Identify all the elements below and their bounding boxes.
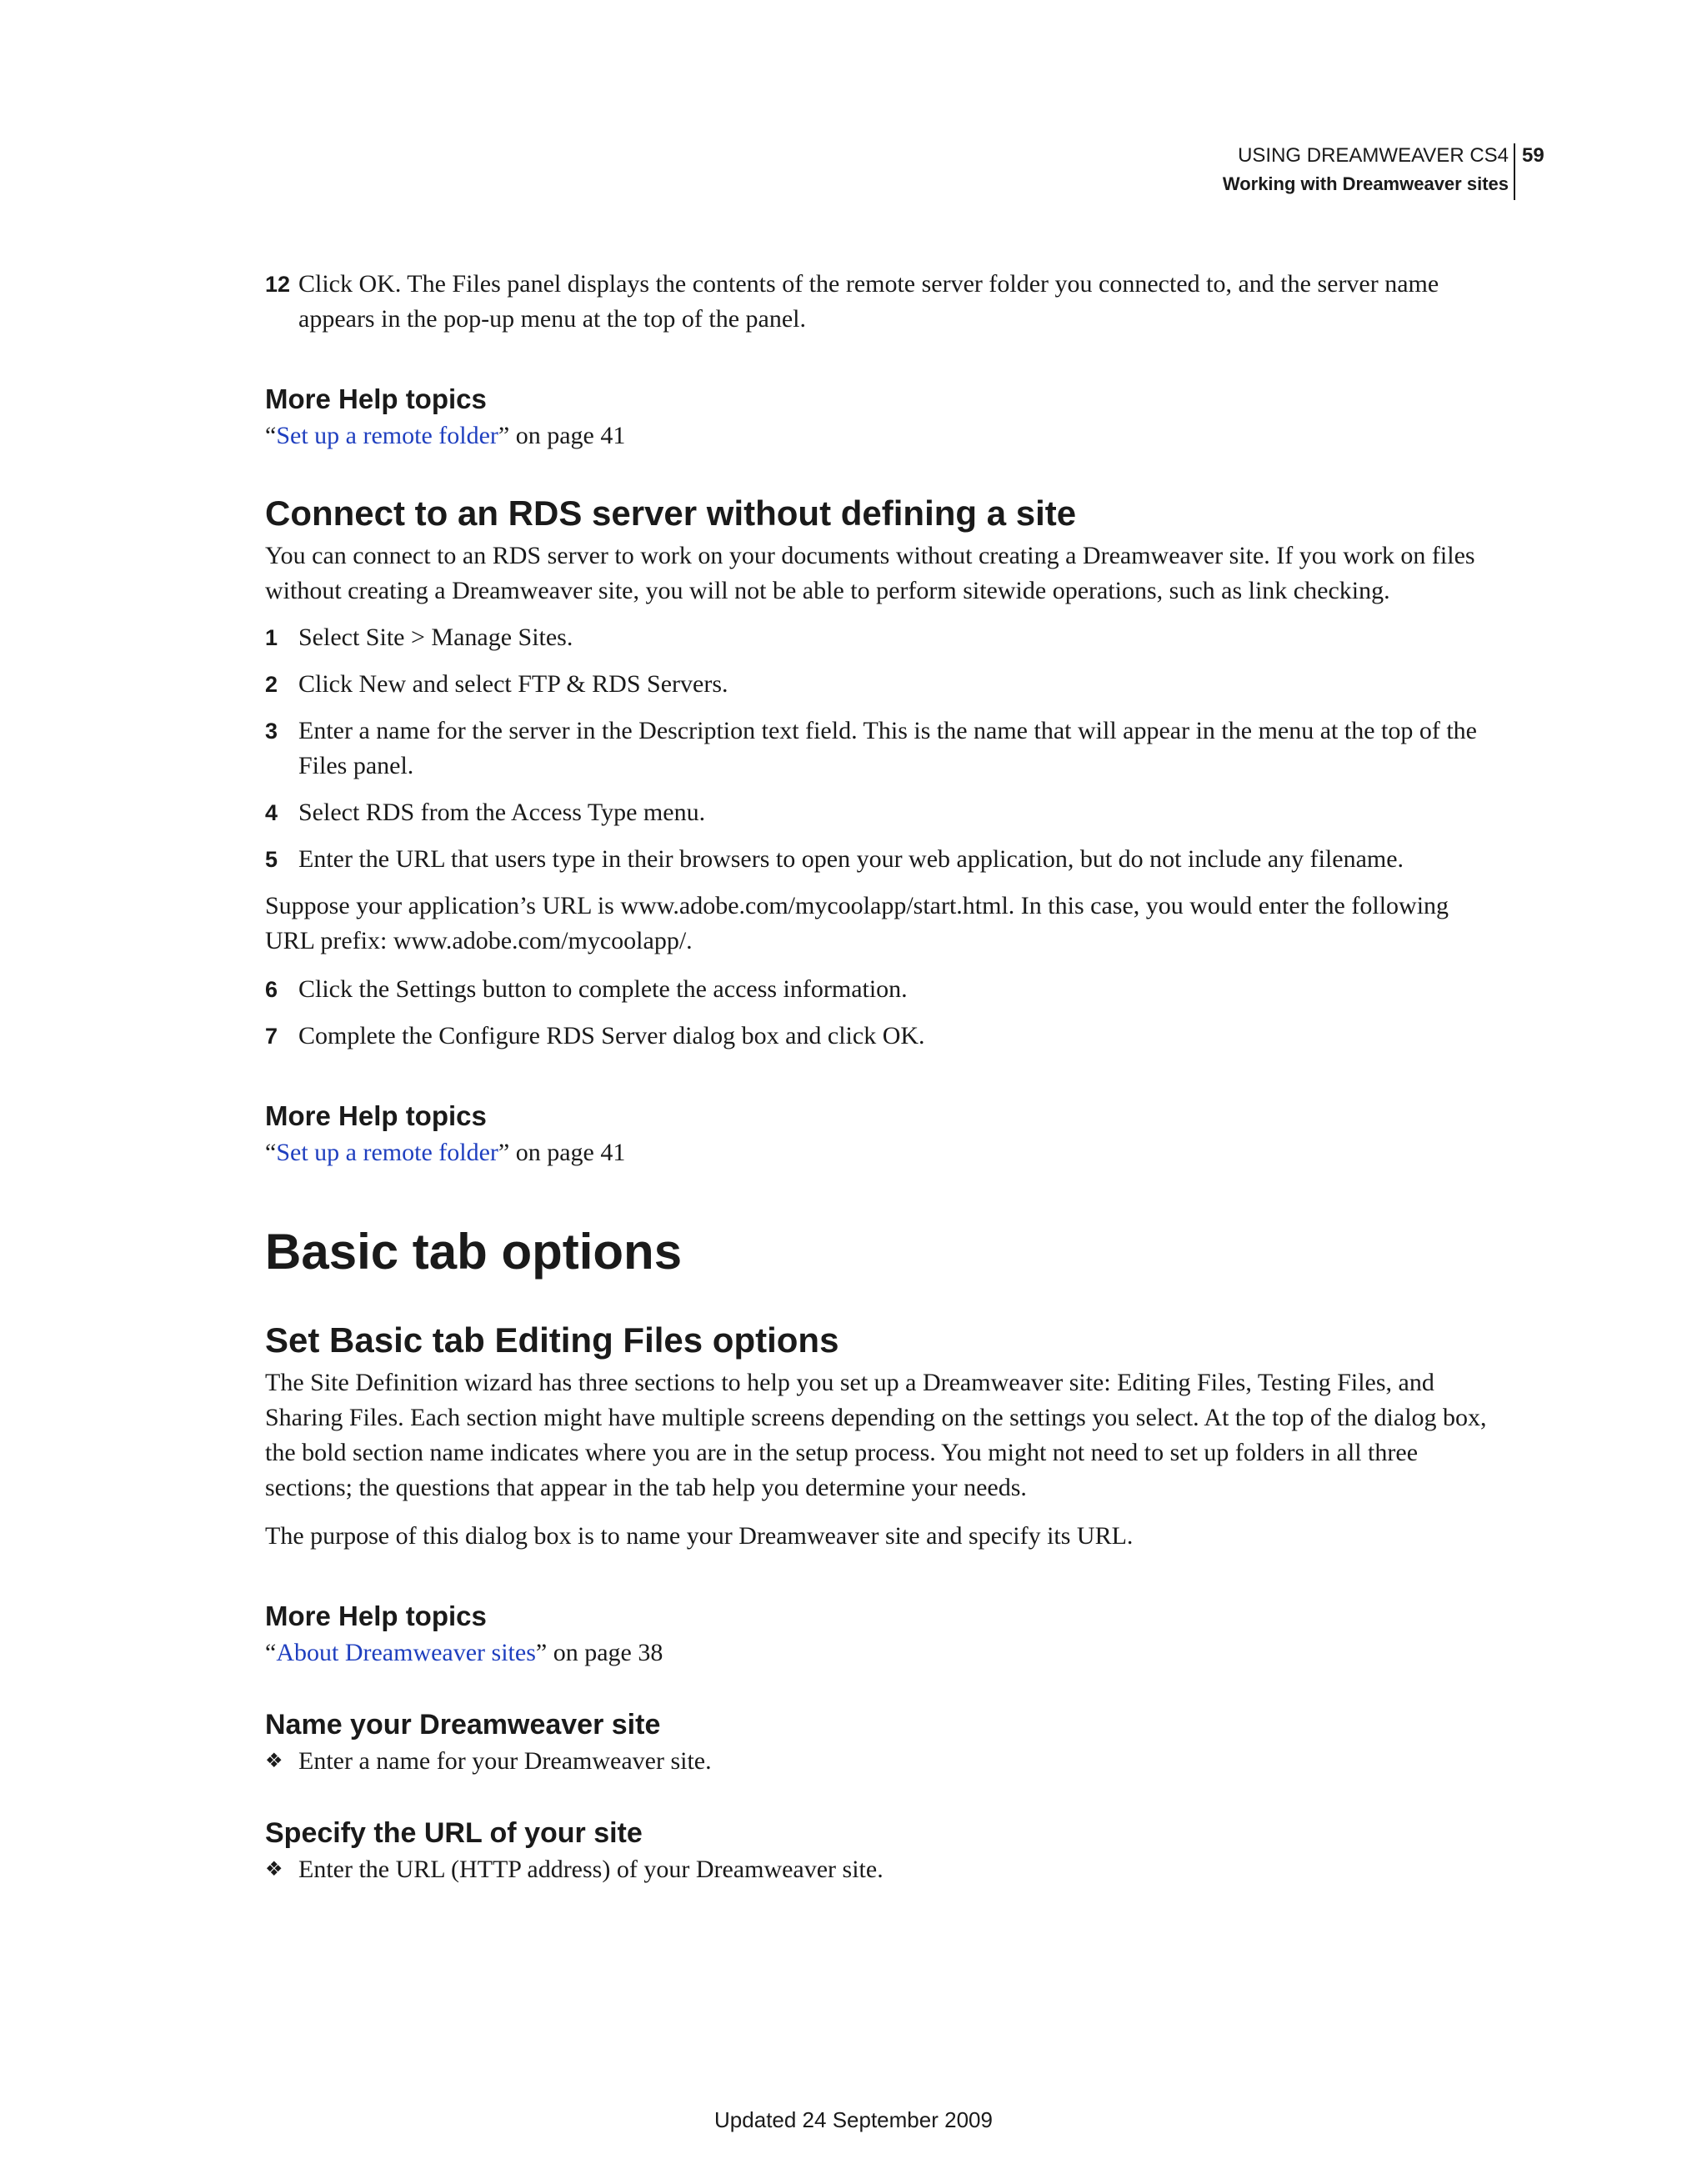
step-text: Enter a name for the server in the Description text field. This is the name that will appear in the menu at the top of the Files panel.: [298, 717, 1477, 779]
step-text: Select Site > Manage Sites.: [298, 624, 573, 651]
bullet-text: Enter a name for your Dreamweaver site.: [298, 1747, 712, 1775]
running-header-text: [1223, 142, 1509, 198]
step-text: Select RDS from the Access Type menu.: [298, 799, 706, 826]
page-content: [265, 267, 1499, 1887]
chapter-title: Working with Dreamweaver sites: [1222, 173, 1509, 194]
header-divider: [1514, 143, 1515, 200]
running-header: [0, 142, 1707, 200]
help-link-line: [265, 418, 1499, 453]
more-help-heading: More Help topics: [265, 383, 487, 414]
list-item: [265, 667, 1499, 702]
page-ref: ” on page 38: [535, 1639, 663, 1666]
set-up-remote-folder-link[interactable]: Set up a remote folder: [276, 1139, 498, 1166]
step-text: Complete the Configure RDS Server dialog box and click OK.: [298, 1022, 925, 1049]
page-number: 59: [1522, 144, 1544, 167]
list-item: [265, 842, 1499, 877]
subsection-heading-url: Specify the URL of your site: [265, 1817, 643, 1849]
list-item: [265, 972, 1499, 1007]
open-quote: “: [265, 1139, 277, 1166]
section-heading-editing-files: Set Basic tab Editing Files options: [265, 1320, 839, 1360]
step-number: 4: [265, 800, 278, 825]
step-number: 1: [265, 625, 278, 650]
list-item: [265, 795, 1499, 830]
step-number: 6: [265, 977, 278, 1002]
bullet-text: Enter the URL (HTTP address) of your Dreamweaver site.: [298, 1856, 884, 1883]
help-link-line: [265, 1135, 1499, 1170]
help-link-line: [265, 1635, 1499, 1671]
bullet-item: [265, 1852, 1499, 1887]
step-text: Enter the URL that users type in their browsers to open your web application, but do not include any filename.: [298, 845, 1404, 873]
subsection-heading-name-site: Name your Dreamweaver site: [265, 1709, 661, 1741]
rds-intro: You can connect to an RDS server to work on your documents without creating a Dreamweaver site. If you work on files without creating a Dreamweaver site, you will not be able to perform sitewide operations, such as link checking.: [265, 542, 1475, 604]
set-up-remote-folder-link[interactable]: Set up a remote folder: [276, 422, 498, 449]
rds-url-note: Suppose your application’s URL is www.adobe.com/mycoolapp/start.html. In this case, you would enter the following URL prefix: www.adobe.com/mycoolapp/.: [265, 892, 1449, 954]
page-ref: ” on page 41: [498, 422, 626, 449]
about-dreamweaver-sites-link[interactable]: About Dreamweaver sites: [276, 1639, 536, 1666]
open-quote: “: [265, 1639, 277, 1666]
bullet-item: [265, 1744, 1499, 1779]
step-text: Click New and select FTP & RDS Servers.: [298, 670, 728, 698]
step-number: 5: [265, 847, 278, 872]
dialog-purpose-para: The purpose of this dialog box is to name your Dreamweaver site and specify its URL.: [265, 1522, 1134, 1550]
open-quote: “: [265, 422, 277, 449]
editing-files-para: The Site Definition wizard has three sections to help you set up a Dreamweaver site: Editing Files, Testing Files, and Sharing Files. Each section might have multiple screens depending on the settings you select. At the top of the dialog box, the bold section name indicates where you are in the setup process. You might not need to set up folders in all three sections; the questions that appear in the tab help you determine your needs.: [265, 1369, 1487, 1501]
step-text: Click OK. The Files panel displays the contents of the remote server folder you connected to, and the server name appears in the pop-up menu at the top of the panel.: [298, 270, 1439, 333]
page-footer: Updated 24 September 2009: [714, 2107, 993, 2132]
diamond-bullet-icon: ❖: [265, 1751, 283, 1772]
step-text: Click the Settings button to complete the access information.: [298, 975, 908, 1003]
section-heading-rds: Connect to an RDS server without defining a site: [265, 493, 1077, 533]
list-item: [265, 1019, 1499, 1054]
step-12: [265, 267, 1499, 337]
step-number: 12: [265, 272, 291, 297]
book-title: USING DREAMWEAVER CS4: [1238, 144, 1509, 167]
list-item: [265, 714, 1499, 784]
more-help-heading: More Help topics: [265, 1600, 487, 1631]
page-ref: ” on page 41: [498, 1139, 626, 1166]
step-number: 2: [265, 672, 278, 697]
step-number: 7: [265, 1024, 278, 1049]
list-item: [265, 620, 1499, 655]
step-number: 3: [265, 719, 278, 744]
chapter-heading-basic-tab: Basic tab options: [265, 1224, 683, 1280]
more-help-heading: More Help topics: [265, 1100, 487, 1131]
diamond-bullet-icon: ❖: [265, 1859, 283, 1881]
